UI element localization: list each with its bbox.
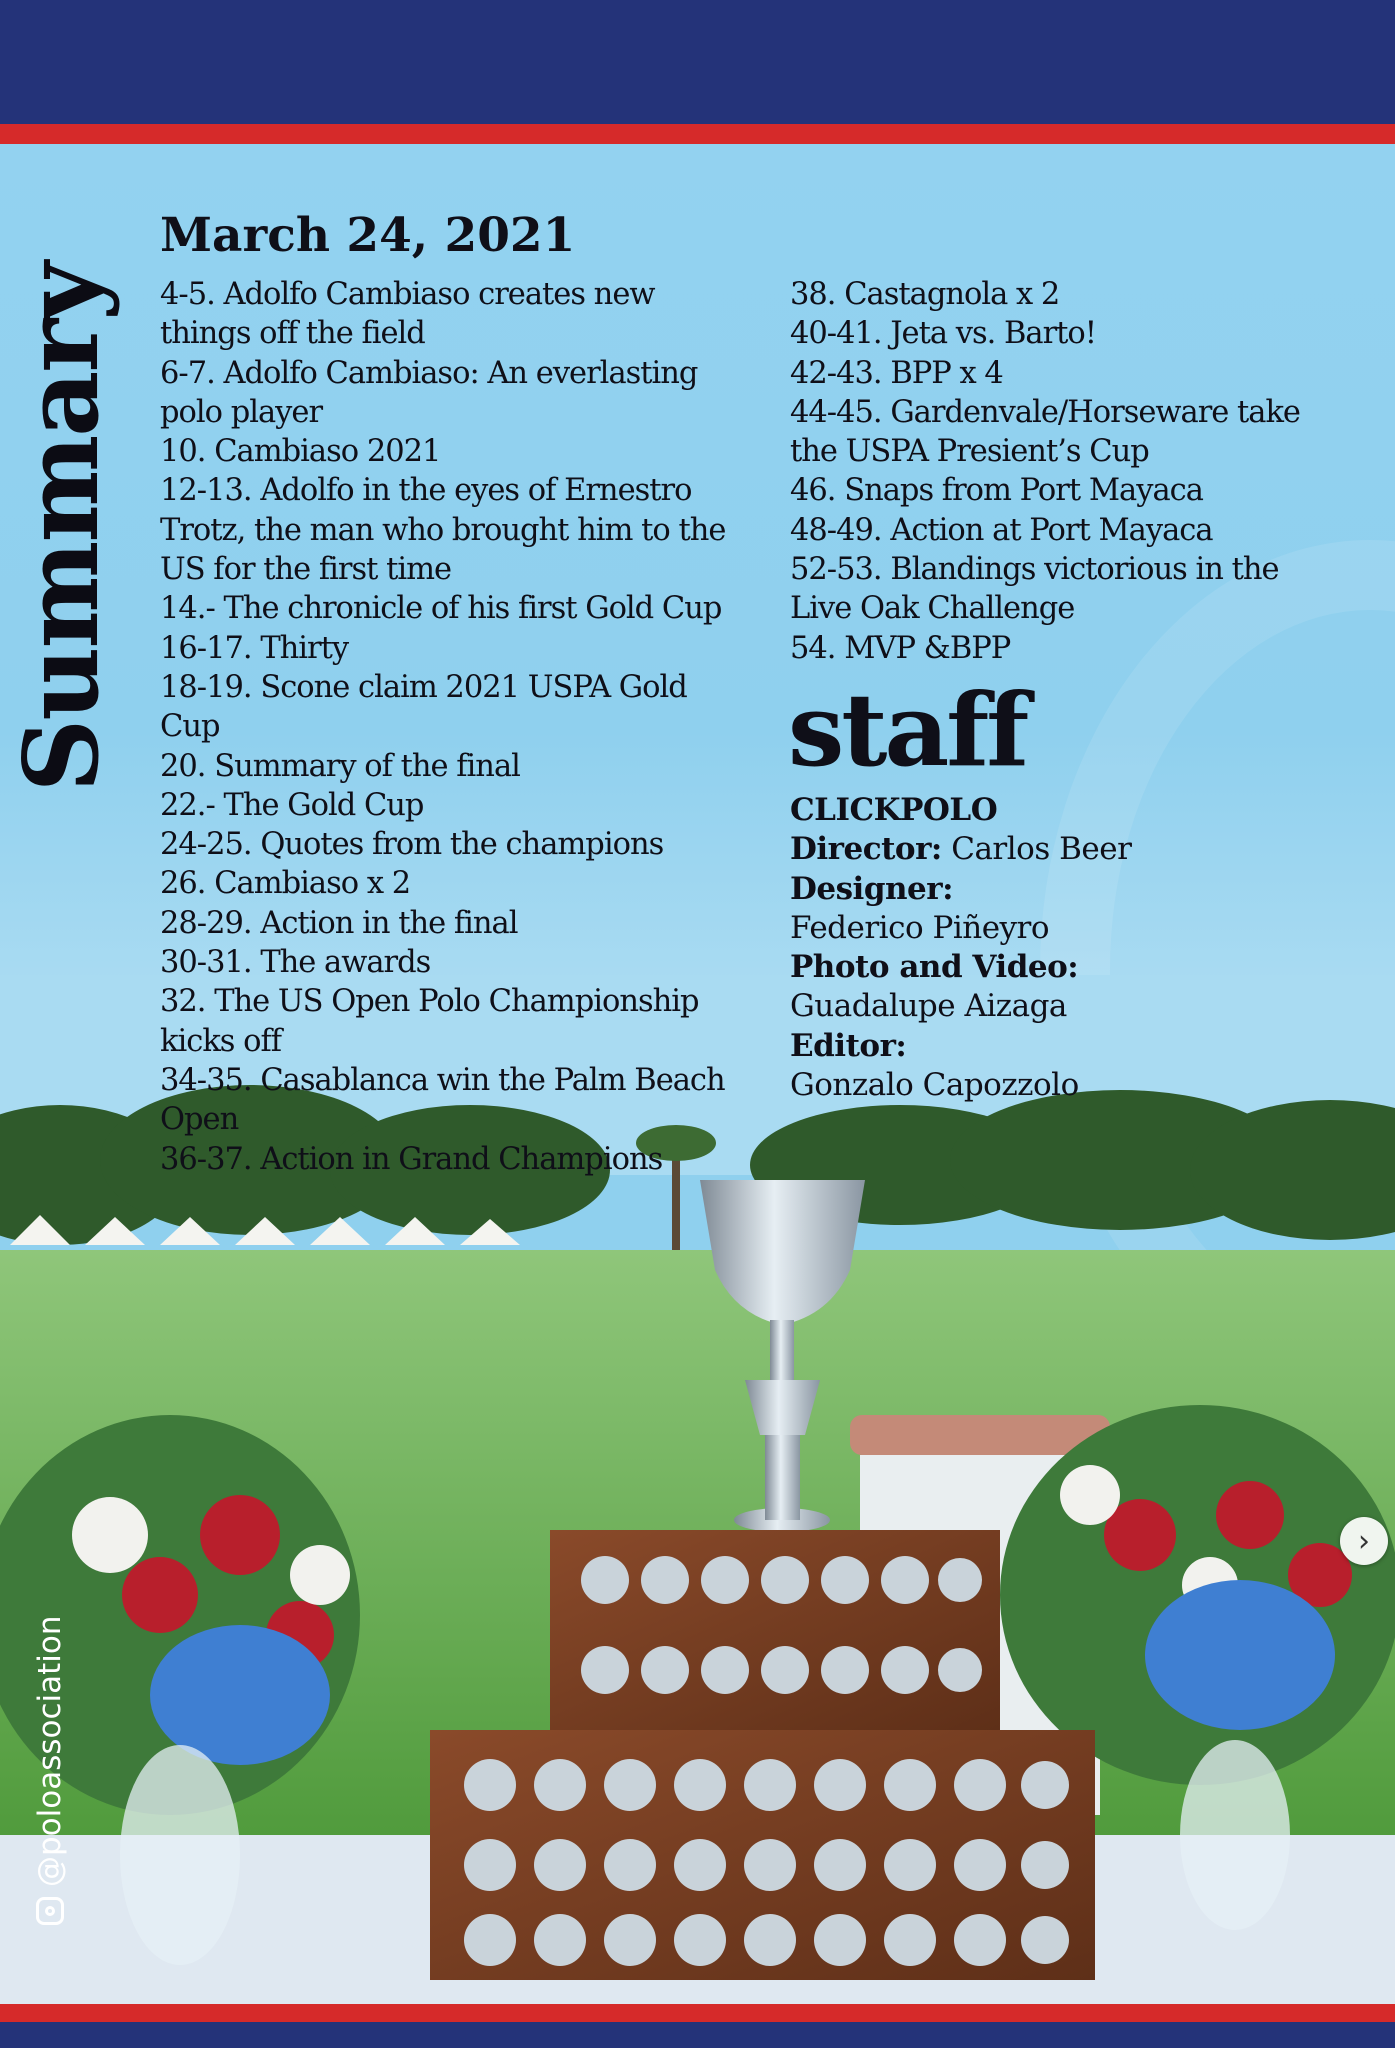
director-name: Carlos Beer [951,831,1132,868]
list-item: 54. MVP &BPP [790,630,1011,666]
list-item: 42-43. BPP x 4 [790,355,1003,391]
list-item: 36-37. Action in Grand Champions [160,1141,663,1177]
list-item: 24-25. Quotes from the champions [160,827,664,863]
editor-label: Editor: [790,1027,907,1064]
list-item: 38. Castagnola x 2 [790,277,1060,312]
staff-org: CLICKPOLO [790,792,998,828]
chevron-right-icon: › [1358,1523,1370,1559]
bottom-red-stripe [0,2004,1395,2022]
top-navy-band [0,0,1395,124]
list-item: 14.- The chronicle of his first Gold Cup [160,591,722,627]
list-item: 26. Cambiaso x 2 [160,866,411,902]
summary-list-left [160,275,750,1179]
list-item: 28-29. Action in the final [160,905,518,941]
summary-list-right [790,275,1310,668]
social-handle[interactable] [30,1585,70,1925]
photo-name: Guadalupe Aizaga [790,988,1067,1025]
list-item: 30-31. The awards [160,945,431,981]
instagram-icon [36,1897,64,1925]
designer-label: Designer: [790,870,954,907]
list-item: 32. The US Open Polo Championship kicks off [160,984,699,1059]
list-item: 16-17. Thirty [160,630,349,666]
social-handle-text: @poloassociation [32,1615,68,1887]
list-item: 18-19. Scone claim 2021 USPA Gold Cup [160,669,687,745]
list-item: 44-45. Gardenvale/Horseware take the USPA Presient’s Cup [790,394,1300,470]
list-item: 40-41. Jeta vs. Barto! [790,316,1097,352]
list-item: 20. Summary of the final [160,748,520,784]
list-item: 52-53. Blandings victorious in the Live Oak Challenge [790,552,1279,627]
list-item: 12-13. Adolfo in the eyes of Ernestro Trotz, the man who brought him to the US for the first time [160,473,726,588]
director-label: Director: [790,831,942,868]
list-item: 34-35. Casablanca win the Palm Beach Open [160,1062,725,1138]
issue-date: March 24, 2021 [160,208,576,263]
list-item: 10. Cambiaso 2021 [160,434,441,470]
staff-credits [790,791,1310,1105]
list-item: 6-7. Adolfo Cambiaso: An everlasting polo player [160,355,698,430]
photo-label: Photo and Video: [790,949,1079,986]
editor-name: Gonzalo Capozzolo [790,1067,1079,1104]
bottom-navy-band [0,2022,1395,2048]
designer-name: Federico Piñeyro [790,909,1050,946]
next-page-button[interactable] [1340,1517,1388,1565]
list-item: 4-5. Adolfo Cambiaso creates new things off the field [160,277,655,352]
list-item: 48-49. Action at Port Mayaca [790,512,1213,548]
summary-vertical-title: Summary [2,263,122,793]
list-item: 22.- The Gold Cup [160,787,424,823]
staff-heading: staff [788,671,1027,789]
top-red-stripe [0,124,1395,144]
list-item: 46. Snaps from Port Mayaca [790,473,1203,509]
